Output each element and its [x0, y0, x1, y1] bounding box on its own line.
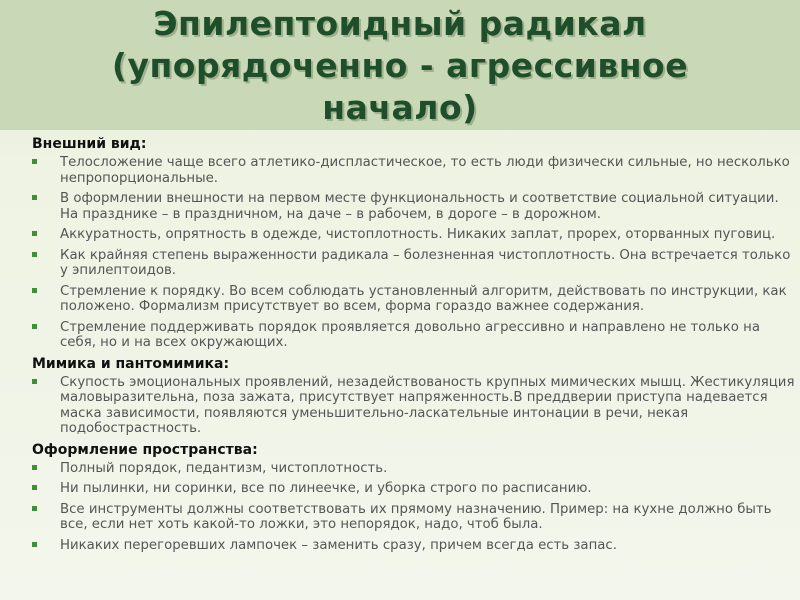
section-mimicry — [32, 356, 798, 437]
list-item-text: Полный порядок, педантизм, чистоплотность. — [60, 460, 388, 476]
section-heading: Мимика и пантомимика: — [32, 355, 230, 372]
list-item-text: Никаких перегоревших лампочек – заменить сразу, причем всегда есть запас. — [60, 537, 617, 553]
slide-title-line-3: начало) — [322, 88, 478, 127]
list-item — [32, 227, 798, 243]
square-bullet-icon — [32, 379, 37, 384]
list-item-text: Скупость эмоциональных проявлений, незадействованость крупных мимических мышц. Жестикуляция маловыразительна, поза зажата, присутствует напряженность.В преддверии приступа надевается маска зависимости, появляются уменьшительно-ласкательные интонации в речи, некая подобострастность. — [60, 374, 795, 436]
square-bullet-icon — [32, 485, 37, 490]
list-item-text: В оформлении внешности на первом месте функциональность и соответствие социальной ситуации. На празднике – в праздничном, на даче – в рабочем, в дороге – в дорожном. — [60, 191, 779, 222]
list-item-text: Как крайняя степень выраженности радикала – болезненная чистоплотность. Она встречается только у эпилептоидов. — [60, 247, 791, 278]
slide-title-line-2: (упорядоченно - агрессивное — [111, 46, 689, 85]
square-bullet-icon — [32, 252, 37, 257]
list-item — [32, 481, 798, 497]
title-panel — [0, 0, 800, 130]
square-bullet-icon — [32, 324, 37, 329]
section-heading: Внешний вид: — [32, 136, 147, 152]
list-item — [32, 248, 798, 279]
list-item — [32, 461, 798, 477]
list-item — [32, 284, 798, 315]
list-item-text: Все инструменты должны соответствовать их прямому назначению. Пример: на кухне должно быть все, если нет хоть какой-то ложки, это непорядок, надо, чтоб была. — [60, 501, 772, 532]
list-item — [32, 538, 798, 554]
list-item — [32, 375, 798, 437]
list-item-text: Ни пылинки, ни соринки, все по линеечке, и уборка строго по расписанию. — [60, 481, 592, 496]
list-item — [32, 191, 798, 222]
list-item — [32, 155, 798, 186]
list-item — [32, 320, 798, 351]
square-bullet-icon — [32, 542, 37, 547]
square-bullet-icon — [32, 195, 37, 200]
slide-content — [32, 136, 798, 600]
list-item-text: Стремление поддерживать порядок проявляется довольно агрессивно и направлено не только на себя, но и на всех окружающих. — [60, 319, 760, 350]
section-heading: Оформление пространства: — [32, 441, 258, 458]
square-bullet-icon — [32, 465, 37, 470]
list-item-text: Стремление к порядку. Во всем соблюдать установленный алгоритм, действовать по инструкции, как положено. Формализм присутствует во всем, форма гораздо важнее содержания. — [60, 283, 787, 314]
list-item — [32, 502, 798, 533]
square-bullet-icon — [32, 231, 37, 236]
section-appearance — [32, 136, 798, 351]
square-bullet-icon — [32, 288, 37, 293]
list-item-text: Аккуратность, опрятность в одежде, чистоплотность. Никаких заплат, прорех, оторванных пуговиц. — [60, 227, 776, 242]
slide-title-line-1: Эпилептоидный радикал — [153, 4, 647, 43]
square-bullet-icon — [32, 506, 37, 511]
list-item-text: Телосложение чаще всего атлетико-диспластическое, то есть люди физически сильные, но несколько непропорциональные. — [60, 155, 790, 186]
section-space — [32, 442, 798, 554]
square-bullet-icon — [32, 159, 37, 164]
